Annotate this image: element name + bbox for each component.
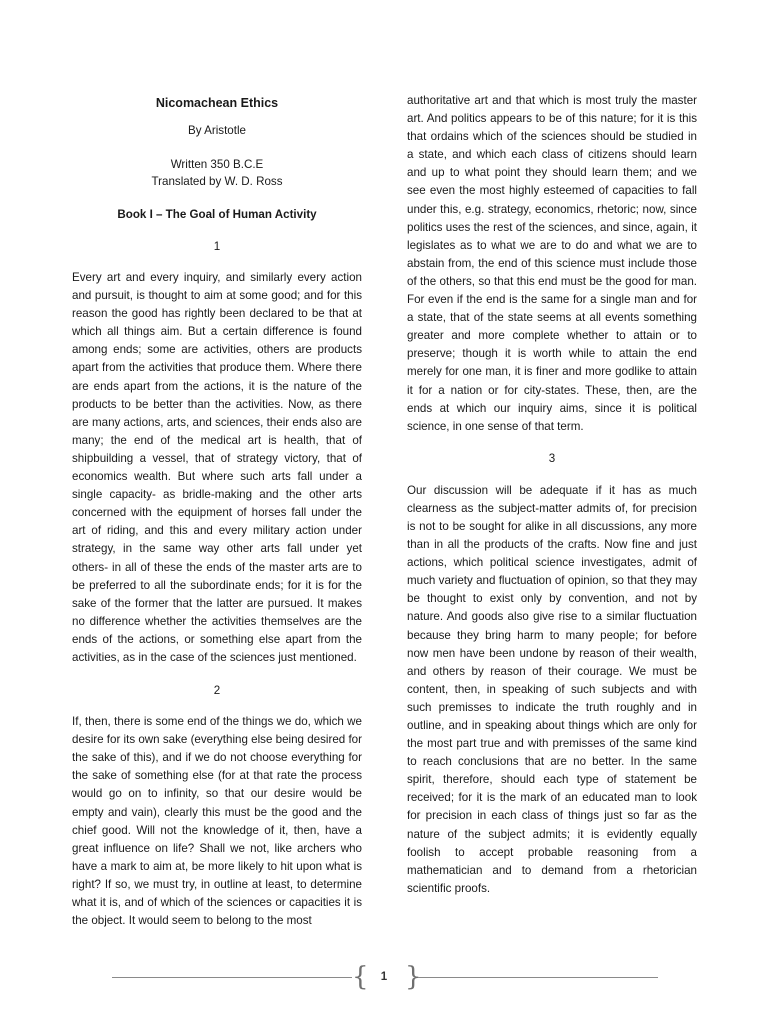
section-1-paragraph: Every art and every inquiry, and similarly every action and pursuit, is thought to aim at some good; and for this reason the good has rightly been declared to be that at which all things aim. But a certain difference is found among ends; some are activities, others are products apart from the activities that produce them. Where there are ends apart from the actions, it is the nature of the products to be better than the activities. Now, as there are many actions, arts, and sciences, their ends also are many; the end of the medical art is health, that of shipbuilding a vessel, that of strategy victory, that of economics wealth. But where such arts fall under a single capacity- as bridle-making and the other arts concerned with the equipment of horses fall under the art of riding, and this and every military action under strategy, in the same way other arts fall under yet others- in all of these the ends of the master arts are to be preferred to all the subordinate ends; for it is for the sake of the former that the latter are pursued. It makes no difference whether the activities themselves are the ends of the actions, or something else apart from the activities, as in the case of the sciences just mentioned. (72, 271, 362, 664)
page-footer (0, 960, 768, 996)
right-brace-icon: } (405, 962, 422, 992)
author-line: By Aristotle (188, 124, 246, 137)
section-3-paragraph: Our discussion will be adequate if it has as much clearness as the subject-matter admits of, for precision is not to be sought for alike in all discussions, any more than in all the products of the crafts. Now fine and just actions, which political science investigates, admit of much variety and fluctuation of opinion, so that they may be thought to exist only by convention, and not by nature. And goods also give rise to a similar fluctuation because they bring harm to many people; for before now men have been undone by reason of their wealth, and others by reason of their courage. We must be content, then, in speaking of such subjects and with such premisses to indicate the truth roughly and in outline, and in speaking about things which are only for the most part true and with premisses of the same kind to reach conclusions that are no better. In the same spirit, therefore, should each type of statement be received; for it is the mark of an educated man to look for precision in each class of things just so far as the nature of the subject admits; it is evidently equally foolish to accept probable reasoning from a mathematician and to demand from a rhetorician scientific proofs. (407, 483, 697, 895)
document-title: Nicomachean Ethics (155, 96, 279, 110)
left-brace-icon: { (352, 962, 369, 992)
written-date: Written 350 B.C.E (170, 158, 264, 171)
left-column (72, 92, 362, 945)
translator-line: Translated by W. D. Ross (151, 175, 283, 188)
right-column (407, 92, 697, 913)
section-number-2: 2 (213, 684, 221, 698)
book-heading: Book I – The Goal of Human Activity (117, 208, 317, 221)
footer-rule-right (418, 977, 658, 978)
section-2-paragraph-part-2: authoritative art and that which is most truly the master art. And politics appears to be of this nature; for it is this that ordains which of the sciences should be studied in a state, and which each class of citizens should learn and up to what point they should learn them; and we see even the most highly esteemed of capacities to fall under this, e.g. strategy, economics, rhetoric; now, since politics uses the rest of the sciences, and since, again, it legislates as to what we are to do and what we are to abstain from, the end of this science must include those of the others, so that this end must be the good for man. For even if the end is the same for a single man and for a state, that of the state seems at all events something greater and more complete whether to attain or to preserve; though it is worth while to attain the end merely for one man, it is finer and more godlike to attain it for a nation or for city-states. These, then, are the ends at which our inquiry aims, since it is political science, in one sense of that term. (407, 94, 697, 433)
section-number-1: 1 (213, 240, 221, 253)
page-number: 1 (380, 971, 388, 983)
section-2-paragraph-part-1: If, then, there is some end of the things we do, which we desire for its own sake (everything else being desired for the sake of this), and if we do not choose everything for the sake of something else (for at that rate the process would go on to infinity, so that our desire would be empty and vain), clearly this must be the good and the chief good. Will not the knowledge of it, then, have a great influence on life? Shall we not, like archers who have a mark to aim at, be more likely to hit upon what is right? If so, we must try, in outline at least, to determine what it is, and of which of the sciences or capacities it is the object. It would seem to belong to the most (72, 715, 362, 928)
footer-rule-left (112, 977, 352, 978)
section-number-3: 3 (548, 451, 556, 465)
